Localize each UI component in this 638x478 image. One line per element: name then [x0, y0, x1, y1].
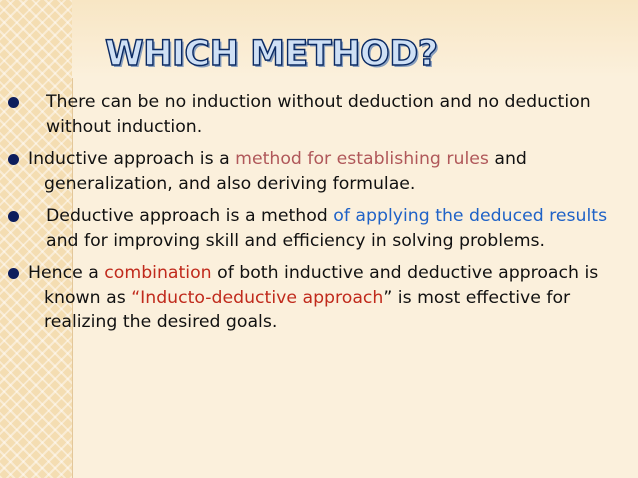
- bullet-4-highlight-combination: combination: [104, 263, 212, 283]
- bullet-4-text-mid: of both inductive and deductive approach is known as: [44, 263, 599, 308]
- bullet-4-text-end: ” is most effective for realizing the desired goals.: [44, 287, 571, 332]
- bullet-3-text-end: and for improving skill and efficiency in solving problems.: [46, 230, 546, 251]
- bullet-point-2: [6, 147, 618, 196]
- bullet-2-highlight: method for establishing rules: [235, 149, 489, 169]
- bullet-icon: [8, 211, 19, 222]
- bullet-point-1: [6, 90, 618, 139]
- bullet-3-text: Deductive approach is a method: [46, 206, 334, 226]
- bullet-icon: [8, 268, 19, 279]
- bullet-4-highlight-approach: “Inducto-deductive approach: [131, 287, 384, 308]
- bullet-1-text: There can be no induction without deduction and no deduction without induction.: [46, 92, 591, 137]
- bullet-4-text: Hence a: [28, 263, 105, 283]
- bullet-point-3: [6, 204, 618, 253]
- slide-content: [6, 90, 618, 335]
- bullet-point-4: [6, 261, 618, 335]
- bullet-3-highlight: of applying the deduced results: [333, 206, 608, 226]
- bullet-2-text-end: and generalization, and also deriving formulae.: [44, 149, 527, 194]
- bullet-icon: [8, 154, 19, 165]
- bullet-2-text: Inductive approach is a: [28, 149, 236, 169]
- slide-title: WHICH METHOD?: [105, 34, 438, 74]
- bullet-icon: [8, 97, 19, 108]
